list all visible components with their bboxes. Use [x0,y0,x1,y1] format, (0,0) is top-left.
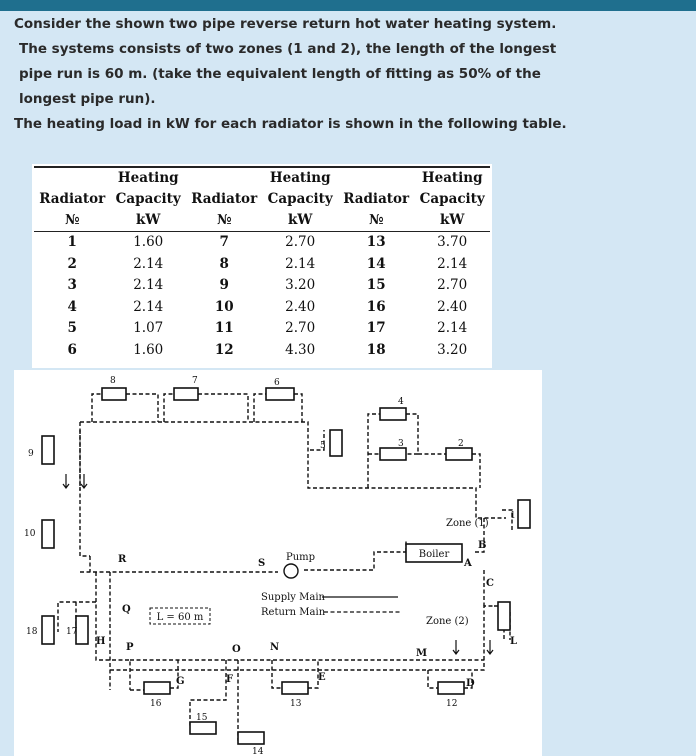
capacity-value: 2.14 [285,255,316,272]
radiator-16-shape [144,682,170,694]
length-label: L = 60 m [156,612,204,623]
question-text [14,12,684,137]
return-main-label: Return Main [261,607,326,618]
radiator-7-shape [174,388,198,400]
capacity-value: 2.40 [285,298,316,315]
radiator-18-shape [42,616,54,644]
table-header-cell: Radiator [39,191,106,207]
radiator-3-shape [380,448,406,460]
table-row [34,254,490,276]
question-line-5: The heating load in kW for each radiator is shown in the following table. [14,116,567,132]
capacity-value: 3.20 [285,277,316,293]
table-header-cell: № [186,210,262,232]
point-a: A [464,558,472,569]
radiator-number: 9 [219,277,229,293]
radiator-7-number: 7 [192,376,198,386]
point-n: N [270,642,280,653]
point-o: O [232,644,241,655]
radiator-17-shape [76,616,88,644]
table-header-cell: kW [110,210,186,232]
table-row [34,340,490,362]
supply-main-label: Supply Main [261,592,325,603]
point-c: C [486,578,494,589]
radiator-14-number: 14 [252,747,264,756]
radiator-4-number: 4 [398,397,404,407]
radiator-2-shape [446,448,472,460]
radiator-number: 2 [67,255,77,272]
table-header-cell: Radiator [191,191,258,207]
point-b: B [478,540,487,551]
radiator-4-shape [380,408,406,420]
capacity-value: 2.14 [133,298,164,315]
capacity-value: 2.70 [437,277,468,293]
radiator-6-number: 6 [274,378,280,388]
radiator-12-shape [438,682,464,694]
radiator-14-shape [238,732,264,744]
capacity-value: 1.07 [133,320,164,336]
radiator-8-shape [102,388,126,400]
point-q: Q [122,604,131,615]
table-header-cell: № [338,210,414,232]
radiator-1-number: 1 [510,511,516,521]
table-row [34,275,490,297]
capacity-value: 2.70 [285,320,316,336]
piping-diagram [14,370,542,756]
point-m: M [416,648,428,659]
radiator-11-shape [498,602,510,630]
radiator-13-number: 13 [290,699,302,709]
radiator-6-shape [266,388,294,400]
radiator-18-number: 18 [26,627,38,637]
arrow-down-icon [63,474,69,488]
question-line-2: The systems consists of two zones (1 and 2), the length of the longest [19,41,557,57]
pump-label: Pump [286,552,316,563]
point-d: D [466,678,475,689]
table-header-cell: Heating [414,167,490,189]
radiator-3-number: 3 [398,439,404,449]
radiator-5-shape [330,430,342,456]
radiator-8-number: 8 [110,376,116,386]
top-bar [0,0,696,11]
table-header-cell: kW [414,210,490,232]
table-header-cell: Heating [110,167,186,189]
point-l: L [510,636,518,647]
table-row [34,318,490,340]
capacity-value: 2.14 [133,255,164,272]
radiator-15-shape [190,722,216,734]
capacity-value: 1.60 [133,341,164,358]
capacity-value: 2.14 [437,255,468,272]
radiator-12-number: 12 [446,699,458,709]
table-row [34,297,490,319]
radiator-16-number: 16 [150,699,162,709]
table-header-cell: № [34,210,110,232]
question-line-4: longest pipe run). [19,91,156,107]
radiator-13-shape [282,682,308,694]
table-header-cell: Capacity [267,191,333,207]
radiator-number: 1 [67,234,77,250]
point-p: P [126,642,134,653]
radiator-number: 10 [214,298,234,315]
question-line-1: Consider the shown two pipe reverse return hot water heating system. [14,16,557,32]
capacity-value: 2.70 [285,234,316,250]
radiator-9-shape [42,436,54,464]
radiator-number: 7 [219,234,229,250]
zone-1-label: Zone (1) [446,518,489,529]
radiator-number: 18 [366,341,386,358]
table-header-cell: Capacity [115,191,181,207]
radiator-1-shape [518,500,530,528]
piping-diagram-panel [14,370,542,756]
radiator-number: 11 [214,320,234,336]
boiler-label: Boiler [418,549,450,560]
table-header-row-3 [34,210,490,232]
table-header-cell [338,167,414,189]
capacity-value: 1.60 [133,234,164,250]
capacity-value: 2.40 [437,298,468,315]
radiator-number: 3 [67,277,77,293]
table-header-cell [34,167,110,189]
capacity-value: 2.14 [437,320,468,336]
point-e: E [318,672,326,683]
point-r: R [118,554,127,565]
arrow-down-icon [81,474,87,488]
capacity-value: 3.20 [437,341,468,358]
table-header-row-1 [34,167,490,189]
radiator-5-number: 5 [320,441,326,451]
radiator-number: 12 [214,341,234,358]
table-header-cell: Radiator [343,191,410,207]
radiator-number: 16 [366,298,386,315]
radiator-number: 6 [67,341,77,358]
point-h: H [96,636,106,647]
radiator-17-number: 17 [66,627,78,637]
capacity-value: 2.14 [133,277,164,293]
radiator-number: 15 [366,277,386,293]
radiator-2-number: 2 [458,439,464,449]
radiator-10-shape [42,520,54,548]
heating-capacity-table-panel [32,164,492,368]
point-g: G [176,676,185,687]
radiator-number: 8 [219,255,229,272]
radiator-number: 5 [67,320,77,336]
radiator-10-number: 10 [24,529,36,539]
pump-icon [284,564,298,578]
radiator-number: 17 [366,320,386,336]
flow-arrows [63,474,493,654]
capacity-value: 4.30 [285,341,316,358]
heating-capacity-table [34,166,490,361]
radiator-number: 14 [366,255,386,272]
table-header-row-2 [34,189,490,210]
zone-2-label: Zone (2) [426,616,469,627]
table-header-cell [186,167,262,189]
point-s: S [258,558,266,569]
point-f: F [226,674,234,685]
table-row [34,232,490,254]
question-line-3: pipe run is 60 m. (take the equivalent length of fitting as 50% of the [19,66,541,82]
arrow-down-icon [487,640,493,654]
radiator-number: 13 [366,234,386,250]
radiator-number: 4 [67,298,77,315]
capacity-value: 3.70 [437,234,468,250]
table-header-cell: kW [262,210,338,232]
radiator-15-number: 15 [196,713,208,723]
table-header-cell: Capacity [419,191,485,207]
radiator-9-number: 9 [28,449,34,459]
table-header-cell: Heating [262,167,338,189]
arrow-down-icon [453,640,459,654]
